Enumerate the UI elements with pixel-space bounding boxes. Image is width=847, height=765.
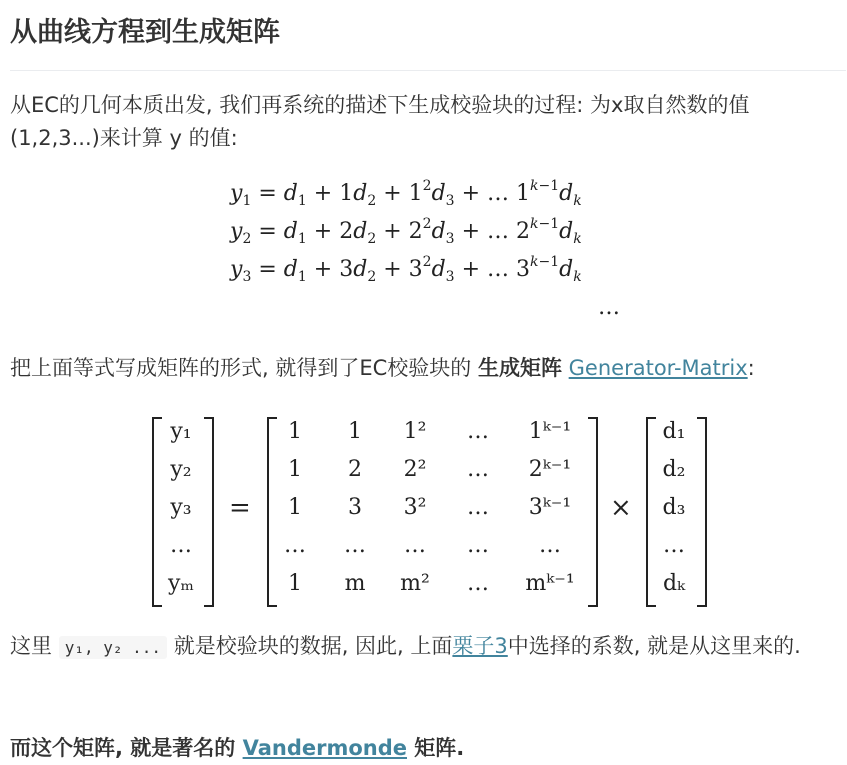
- matrix-cell: 3ᵏ⁻¹: [528, 495, 572, 520]
- lhs-vector-cell: …: [170, 533, 192, 558]
- times-sign: ×: [610, 493, 632, 523]
- rhs-vector-cell: …: [663, 533, 685, 558]
- matrix-cell: 2²: [403, 457, 427, 482]
- matrix-cell: 1: [348, 419, 362, 444]
- matrix-cell: …: [467, 571, 489, 596]
- rhs-vector-cell: d₁: [662, 419, 686, 444]
- generator-bold: 生成矩阵: [477, 356, 562, 380]
- matrix-cell: 1²: [403, 419, 427, 444]
- vandermonde-link[interactable]: Vandermonde: [242, 736, 407, 760]
- matrix-cell: 2: [348, 457, 362, 482]
- lhs-vector-cell: y₃: [170, 495, 192, 520]
- lhs-vector-cell: y₁: [170, 419, 192, 444]
- inline-code: y₁, y₂ ...: [59, 636, 167, 659]
- matrix-cell: 3²: [403, 495, 427, 520]
- lhs-bracket-left: [152, 417, 162, 607]
- matrix-cell: m²: [400, 571, 430, 596]
- explanation-paragraph: [10, 630, 840, 664]
- vandermonde-paragraph: [10, 732, 464, 765]
- matrix-cell: 1: [288, 571, 302, 596]
- matrix-cell: …: [284, 533, 306, 558]
- explain-text-3: 中选择的系数, 就是从这里来的.: [507, 634, 801, 658]
- explain-text-1: 这里: [10, 634, 59, 658]
- matrix-cell: …: [467, 495, 489, 520]
- matrix-cell: mᵏ⁻¹: [525, 571, 575, 596]
- matrix-cell: m: [344, 571, 366, 596]
- example-3-link[interactable]: 栗子3: [452, 634, 508, 658]
- generator-text: 把上面等式写成矩阵的形式, 就得到了EC校验块的: [10, 356, 478, 380]
- equation-row-3: $y_3 = d_1 + 3d_2 + 3^2d_3$ + … $3^{k-1}d_k$: [230, 254, 582, 285]
- rhs-vector-cell: d₂: [662, 457, 686, 482]
- matrix-cell: …: [404, 533, 426, 558]
- equation-row-1: $y_1 = d_1 + 1d_2 + 1^2d_3$ + … $1^{k-1}d_k$: [230, 178, 582, 209]
- coeff-bracket-left: [267, 417, 277, 607]
- matrix-cell: 2ᵏ⁻¹: [528, 457, 572, 482]
- matrix-equation: [150, 417, 710, 607]
- explain-text-2: 就是校验块的数据, 因此, 上面: [167, 634, 453, 658]
- equation-row-2: $y_2 = d_1 + 2d_2 + 2^2d_3$ + … $2^{k-1}d_k$: [230, 216, 582, 247]
- matrix-cell: …: [467, 419, 489, 444]
- matrix-cell: 1: [288, 495, 302, 520]
- coeff-bracket-right: [588, 417, 598, 607]
- rhs-bracket-right: [697, 417, 707, 607]
- generator-matrix-paragraph: [10, 352, 755, 385]
- matrix-cell: 1: [288, 457, 302, 482]
- rhs-vector-cell: d₃: [662, 495, 686, 520]
- final-text-1: 而这个矩阵, 就是著名的: [10, 736, 243, 760]
- equals-sign: =: [229, 493, 251, 523]
- lhs-vector-cell: yₘ: [168, 571, 194, 596]
- final-text-2: 矩阵.: [407, 736, 465, 760]
- lhs-vector-cell: y₂: [170, 457, 192, 482]
- intro-paragraph: 从EC的几何本质出发, 我们再系统的描述下生成校验块的过程: 为x取自然数的值 (1,2,3...)来计算 y 的值:: [10, 93, 750, 150]
- matrix-cell: …: [467, 457, 489, 482]
- page-heading: 从曲线方程到生成矩阵: [10, 17, 280, 48]
- matrix-cell: 1: [288, 419, 302, 444]
- equations-block: [230, 175, 620, 320]
- matrix-cell: …: [467, 533, 489, 558]
- matrix-cell: 1ᵏ⁻¹: [528, 419, 572, 444]
- matrix-cell: 3: [348, 495, 362, 520]
- generator-matrix-link[interactable]: Generator-Matrix: [568, 356, 748, 380]
- lhs-bracket-right: [204, 417, 214, 607]
- rhs-vector-cell: dₖ: [662, 571, 686, 596]
- matrix-cell: …: [344, 533, 366, 558]
- rhs-bracket-left: [646, 417, 656, 607]
- heading-divider: [10, 70, 846, 71]
- matrix-cell: …: [539, 533, 561, 558]
- generator-colon: :: [747, 356, 755, 380]
- equation-ellipsis: …: [598, 295, 620, 320]
